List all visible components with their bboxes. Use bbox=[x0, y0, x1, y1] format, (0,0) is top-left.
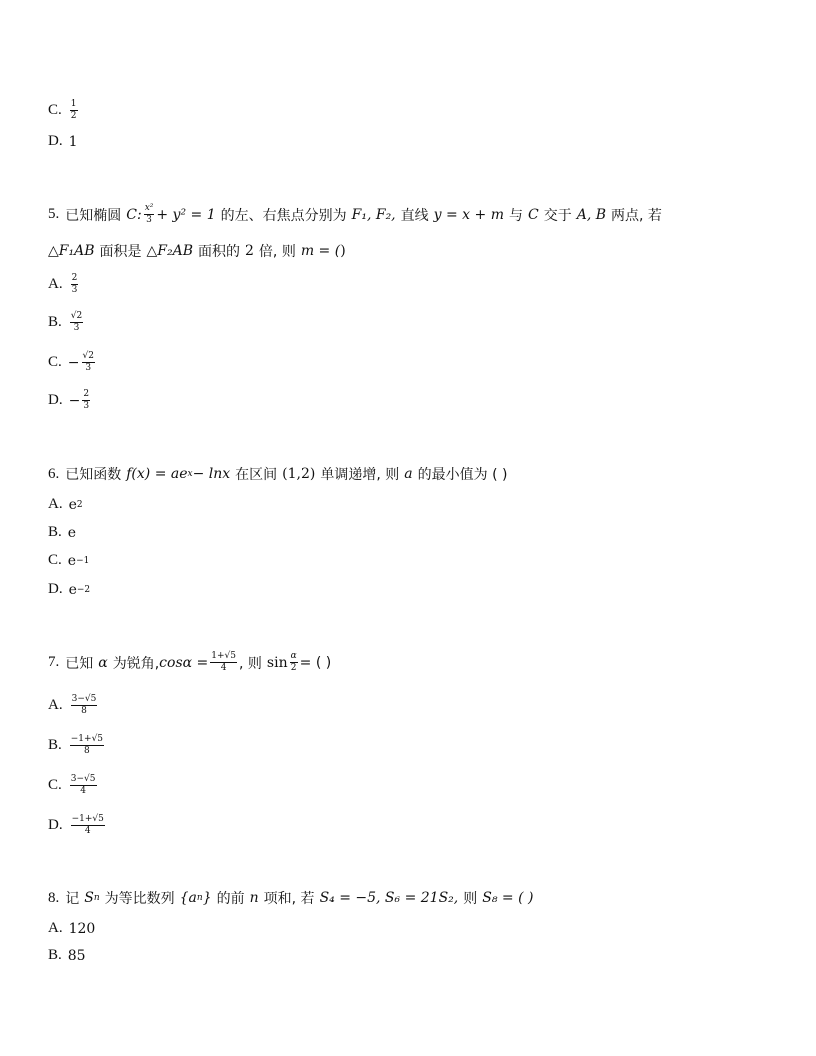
fraction: $\frac{-1+√5}{8}$ bbox=[70, 734, 104, 756]
fraction: $\frac{3-√5}{4}$ bbox=[70, 774, 96, 796]
fraction: $\frac{-1+√5}{4}$ bbox=[71, 814, 104, 836]
fraction: $\frac{2}{3}$ bbox=[71, 273, 78, 295]
fraction: $\frac{2}{3}$ bbox=[83, 389, 90, 411]
q4-option-d: D. 1 bbox=[48, 133, 78, 150]
q5-option-d: D. − $\frac{2}{3}$ bbox=[48, 389, 90, 411]
q5-stem-line2: △F₁AB 面积是 △F₂AB 面积的 2 倍, 则 m = ( ) bbox=[48, 243, 346, 260]
q6-stem: 6. 已知函数 f(x) = ae x − lnx 在区间 (1,2) 单调递增, 则 a 的最小值为 ( ) bbox=[48, 465, 508, 483]
fraction: $\frac{3-√5}{8}$ bbox=[71, 694, 97, 716]
fraction: $\frac{1}{2}$ bbox=[70, 99, 77, 121]
q7-option-b: B. $\frac{-1+√5}{8}$ bbox=[48, 734, 104, 756]
fraction: $\frac{\alpha}{2}$ bbox=[290, 651, 297, 673]
q8-stem: 8. 记 S n 为等比数列 {a n } 的前 n 项和, 若 S₄ = −5, S₆ = 21S₂, 则 S₈ = ( ) bbox=[48, 889, 534, 907]
q7-option-d: D. $\frac{-1+√5}{4}$ bbox=[48, 814, 104, 836]
q6-option-c: C. e −1 bbox=[48, 552, 90, 569]
q8-option-b: B. 85 bbox=[48, 947, 86, 964]
q5-stem-line1: 5. 已知椭圆 C: $\frac{\text{x²}}{3}$ + y² = 1 的左、右焦点分别为 F₁, F₂, 直线 y = x + m 与 C 交于 A, B 两点, 若 bbox=[48, 203, 662, 225]
q5-option-b: B. $\frac{√2}{3}$ bbox=[48, 311, 83, 333]
q6-option-b: B. e bbox=[48, 524, 77, 541]
q7-option-a: A. $\frac{3-√5}{8}$ bbox=[48, 694, 97, 716]
q5-option-c: C. − $\frac{√2}{3}$ bbox=[48, 351, 94, 373]
q7-option-c: C. $\frac{3-√5}{4}$ bbox=[48, 774, 96, 796]
fraction: $\frac{1+√5}{4}$ bbox=[211, 651, 236, 673]
q6-option-a: A. e 2 bbox=[48, 496, 83, 513]
fraction: $\frac{√2}{3}$ bbox=[70, 311, 83, 333]
q6-option-d: D. e −2 bbox=[48, 581, 91, 598]
fraction: $\frac{\text{x²}}{3}$ bbox=[144, 203, 154, 225]
q8-option-a: A. 120 bbox=[48, 920, 96, 937]
q5-option-a: A. $\frac{2}{3}$ bbox=[48, 273, 78, 295]
q4-option-c: C. $\frac{1}{2}$ bbox=[48, 99, 77, 121]
fraction: $\frac{√2}{3}$ bbox=[82, 351, 94, 373]
q7-stem: 7. 已知 α 为锐角, cosα = $\frac{1+√5}{4}$ , 则 sin $\frac{\alpha}{2}$ = ( ) bbox=[48, 651, 332, 673]
